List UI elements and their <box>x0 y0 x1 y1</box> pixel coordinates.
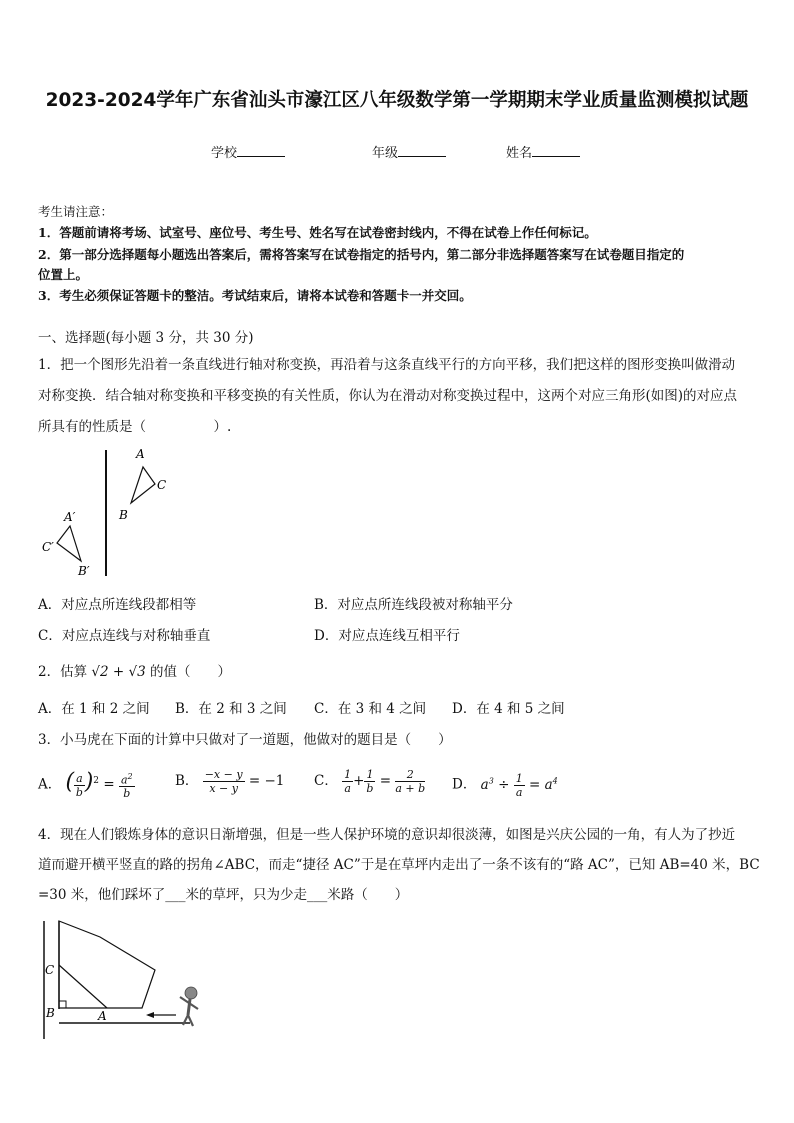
arrow-head <box>146 1012 154 1018</box>
q3-stem: 3．小马虎在下面的计算中只做对了一道题，他做对的题目是（ ） <box>38 732 452 748</box>
q1-line: 对称变换．结合轴对称变换和平移变换的有关性质，你认为在滑动对称变换过程中，这两个对应三角形(如图)的对应点 <box>38 388 738 404</box>
q4-line: =30 米，他们踩坏了___米的草坪，只为少走___米路（ ） <box>38 887 409 903</box>
grade-blank <box>398 144 446 157</box>
q4-line: 4．现在人们锻炼身体的意识日渐增强，但是一些人保护环境的意识却很淡薄，如图是兴庆公园的一角，有人为了抄近 <box>38 827 736 843</box>
q2-prefix: 2．估算 <box>38 664 88 680</box>
q1-option-d: D．对应点连线互相平行 <box>314 628 460 644</box>
notice-item: 位置上。 <box>38 267 89 282</box>
q1-option-c: C．对应点连线与对称轴垂直 <box>38 628 211 644</box>
grade-label: 年级 <box>372 146 399 161</box>
notice-item: 2．第一部分选择题每小题选出答案后，需将答案写在试卷指定的括号内，第二部分非选择题答案写在试卷题目指定的 <box>38 247 685 262</box>
q2-expression: √2 + √3 <box>91 664 146 680</box>
q1-option-b: B．对应点所连线段被对称轴平分 <box>314 597 513 613</box>
label-c: C <box>157 478 167 492</box>
label-a: A <box>98 1009 107 1023</box>
label-a-prime: A′ <box>64 510 76 524</box>
label-b-prime: B′ <box>78 564 90 578</box>
school-label: 学校 <box>211 146 238 161</box>
q2-option-d: D．在 4 和 5 之间 <box>452 701 565 717</box>
grade-field <box>372 142 446 161</box>
q2-option-c: C．在 3 和 4 之间 <box>314 701 427 717</box>
notice-item: 1．答题前请将考场、试室号、座位号、考生号、姓名写在试卷密封线内，不得在试卷上作任何标记。 <box>38 225 597 240</box>
school-field <box>211 142 285 161</box>
q3-option-d-letter: D． <box>452 776 477 793</box>
section-heading: 一、选择题(每小题 3 分，共 30 分) <box>38 330 254 346</box>
triangle-abc <box>131 467 155 503</box>
notice-head: 考生请注意： <box>38 204 114 219</box>
name-field <box>506 142 580 161</box>
label-a: A <box>136 447 145 461</box>
q2-option-b: B．在 2 和 3 之间 <box>175 701 287 717</box>
label-c-prime: C′ <box>42 540 54 554</box>
q3-option-b: B． $\frac{-x - y}{x - y}$ = −1 <box>175 768 285 795</box>
page-title: 2023-2024学年广东省汕头市濠江区八年级数学第一学期期末学业质量监测模拟试题 <box>45 90 749 111</box>
q1-line: 1．把一个图形先沿着一条直线进行轴对称变换，再沿着与这条直线平行的方向平移，我们把这样的图形变换叫做滑动 <box>38 357 736 373</box>
q3-option-a-letter: A． <box>38 776 62 793</box>
label-b: B <box>119 508 128 522</box>
label-b: B <box>46 1006 55 1020</box>
lawn-outline <box>59 921 155 1008</box>
label-c: C <box>45 963 55 977</box>
q4-line: 道而避开横平竖直的路的拐角∠ABC，而走“捷径 AC”于是在草坪内走出了一条不该有的“路 AC”，已知 AB=40 米，BC <box>38 857 760 873</box>
q2-suffix: 的值（ ） <box>149 664 231 680</box>
q1-figure <box>30 440 190 585</box>
q3-option-d: D． $a^3$ ÷ $\frac{1}{a}$ = $a^4$ <box>452 771 558 799</box>
name-blank <box>532 144 580 157</box>
q4-figure <box>30 915 220 1045</box>
right-angle-mark <box>59 1001 66 1008</box>
q2-option-a: A．在 1 和 2 之间 <box>38 701 150 717</box>
q3-option-c-letter: C． <box>314 773 338 789</box>
q3-option-b-letter: B． <box>175 773 199 789</box>
name-label: 姓名 <box>506 146 533 161</box>
q3-option-a: A． ( $\frac{a}{b}$ )$^2$ = $\frac{a^2}{b}$ <box>38 769 133 801</box>
triangle-a1b1c1 <box>57 526 81 561</box>
q3-option-c: C． $\frac{1}{a}$ + $\frac{1}{b}$ = $\frac{2}{a + b}$ <box>314 768 426 795</box>
q2-stem <box>38 660 231 680</box>
school-blank <box>237 144 285 157</box>
walker-icon <box>180 987 198 1026</box>
notice-item: 3．考生必须保证答题卡的整洁。考试结束后，请将本试卷和答题卡一并交回。 <box>38 288 472 303</box>
q1-line: 所具有的性质是（ ）. <box>38 419 232 435</box>
q1-option-a: A．对应点所连线段都相等 <box>38 597 197 613</box>
